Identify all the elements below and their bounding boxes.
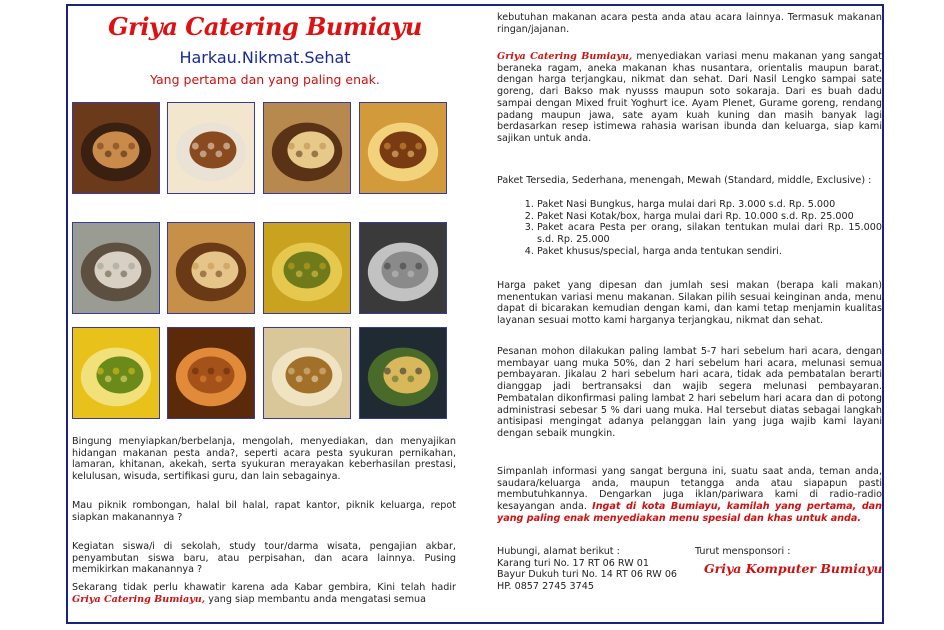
package-item: 2. Paket Nasi Kotak/box, harga mulai dari Rp. 10.000 s.d. Rp. 25.000: [537, 211, 882, 223]
packages-intro: Paket Tersedia, Sederhana, menengah, Mewah (Standard, middle, Exclusive) :: [497, 175, 872, 186]
continuation-paragraph: kebutuhan makanan acara pesta anda atau acara lainnya. Termasuk makanan ringan/jajanan.: [497, 12, 882, 35]
food-photo-soto: [263, 222, 351, 314]
closing-text-after: yang siap membantu anda mengatasi semua: [208, 593, 427, 605]
brand-inline: Griya Catering Bumiayu,: [72, 593, 206, 605]
sub-tagline: Yang pertama dan yang paling enak.: [150, 72, 380, 87]
menu-paragraph: [497, 51, 882, 145]
pricing-paragraph: Harga paket yang dipesan dan jumlah sesi makan (berapa kali makan) menentukan variasi menu makanan. Silakan pilih sesuai keinginan anda, menu dapat di bicarakan kemudian dengan kami, dan kami tetap menjamin kualitas layanan sesuai motto kami harganya terjangkau, nikmat dan sehat.: [497, 280, 882, 327]
package-item: 1. Paket Nasi Bungkus, harga mulai dari Rp. 3.000 s.d. Rp. 5.000: [537, 199, 882, 211]
food-photo-coffee: [167, 102, 255, 194]
food-photo-dim-sum: [167, 222, 255, 314]
closing-text-before: Sekarang tidak perlu khawatir karena ada Kabar gembira, Kini telah hadir: [72, 582, 456, 593]
closing-paragraph: [72, 582, 456, 605]
contact-block: [497, 546, 697, 593]
address-line: Karang turi No. 17 RT 06 RW 01: [497, 557, 649, 569]
menu-text: menyediakan variasi menu makanan yang sangat beraneka ragam, aneka makanan khas nusantara, orientalis maupun barat, dengan harga terjangkau, nikmat dan sehat. Dari Nasil Lengko sampai sate goreng, dari Bakso mak nyusss maupun soto sokaraja. Dari es buah dadu sampai dengan Mixed fruit Yoghurt ice. Ayam Plenet, Gurame goreng, rendang padang maupun jawa, sate ayam kuah kuning dan masih banyak lagi berdasarkan resep istimewa rahasia warisan ibunda dan keluarga, siap kami sajikan untuk anda.: [497, 51, 883, 144]
slogan-text: Ingat di kota Bumiayu, kamilah yang pertama, dan yang paling enak menyediakan menu spesial dan khas untuk anda.: [497, 501, 882, 524]
food-photo-yellow-rice: [72, 327, 160, 419]
food-photo-shop-display: [72, 102, 160, 194]
address-line: Bayur Dukuh turi No. 14 RT 06 RW 06: [497, 569, 678, 581]
brand-inline: Griya Catering Bumiayu,: [497, 51, 633, 62]
food-photo-grill: [359, 222, 447, 314]
contact-heading: Hubungi, alamat berikut :: [497, 546, 620, 557]
tagline: Harkau.Nikmat.Sehat: [179, 48, 351, 67]
food-photo-meatball-soup: [72, 222, 160, 314]
share-text: Simpanlah informasi yang sangat berguna ini, suatu saat anda, teman anda, saudara/keluarga anda, maupun tetangga anda atau siapapun pasti membutuhkannya. Dengarkan juga iklan/pariwara kami di radio-radio kesayangan anda.: [497, 466, 882, 513]
packages-list: [497, 199, 882, 258]
school-paragraph: Kegiatan siswa/i di sekolah, study tour/darma wisata, pengajian akbar, penyambutan siswa baru, atau perpisahan, dan acara lainnya. Pusing memikirkan makanannya ?: [72, 541, 456, 576]
food-photo-burger: [359, 102, 447, 194]
phone-number: HP. 0857 2745 3745: [497, 581, 594, 593]
share-paragraph: [497, 466, 882, 525]
package-item: 3. Paket acara Pesta per orang, silakan tentukan mulai dari Rp. 15.000 s.d. Rp. 25.000: [537, 222, 882, 245]
package-item: 4. Paket khusus/special, harga anda tentukan sendiri.: [537, 246, 882, 258]
brand-title: Griya Catering Bumiayu: [108, 12, 422, 41]
intro-paragraph: Bingung menyiapkan/berbelanja, mengolah, menyediakan, dan menyajikan hidangan makanan pesta anda?, seperti acara pesta syukuran pernikahan, lamaran, khitanan, akekah, serta syukuran merayakan keberhasilan prestasi, kelulusan, wisuda, sertifikasi guru, dan lain sebagainya.: [72, 436, 456, 483]
sponsor-heading: Turut mensponsori :: [695, 546, 791, 557]
picnic-paragraph: Mau piknik rombongan, halal bil halal, rapat kantor, piknik keluarga, repot siapkan makanannya ?: [72, 500, 456, 523]
sponsor-name: Griya Komputer Bumiayu: [704, 561, 883, 576]
ordering-paragraph: Pesanan mohon dilakukan paling lambat 5-7 hari sebelum hari acara, dengan membayar uang muka 50%, dan 2 hari sebelum hari acara, melunasi semua pembayaran. Jikalau 2 hari sebelum hari acara, tidak ada pembatalan berarti dianggap jadi bertransaksi dan wajib segera melunasi pembayaran. Pembatalan dikonfirmasi paling lambat 2 hari sebelum hari acara dan di potong administrasi sebesar 5 % dari uang muka. Hal tersebut diatas sebagai langkah antisipasi mengingat adanya pelanggan lain yang juga wajib kami layani dengan sebaik mungkin.: [497, 346, 882, 439]
food-photo-noodle-soup: [263, 327, 351, 419]
food-photo-rice-plates: [263, 102, 351, 194]
food-photo-dumplings: [359, 327, 447, 419]
food-photo-satay: [167, 327, 255, 419]
